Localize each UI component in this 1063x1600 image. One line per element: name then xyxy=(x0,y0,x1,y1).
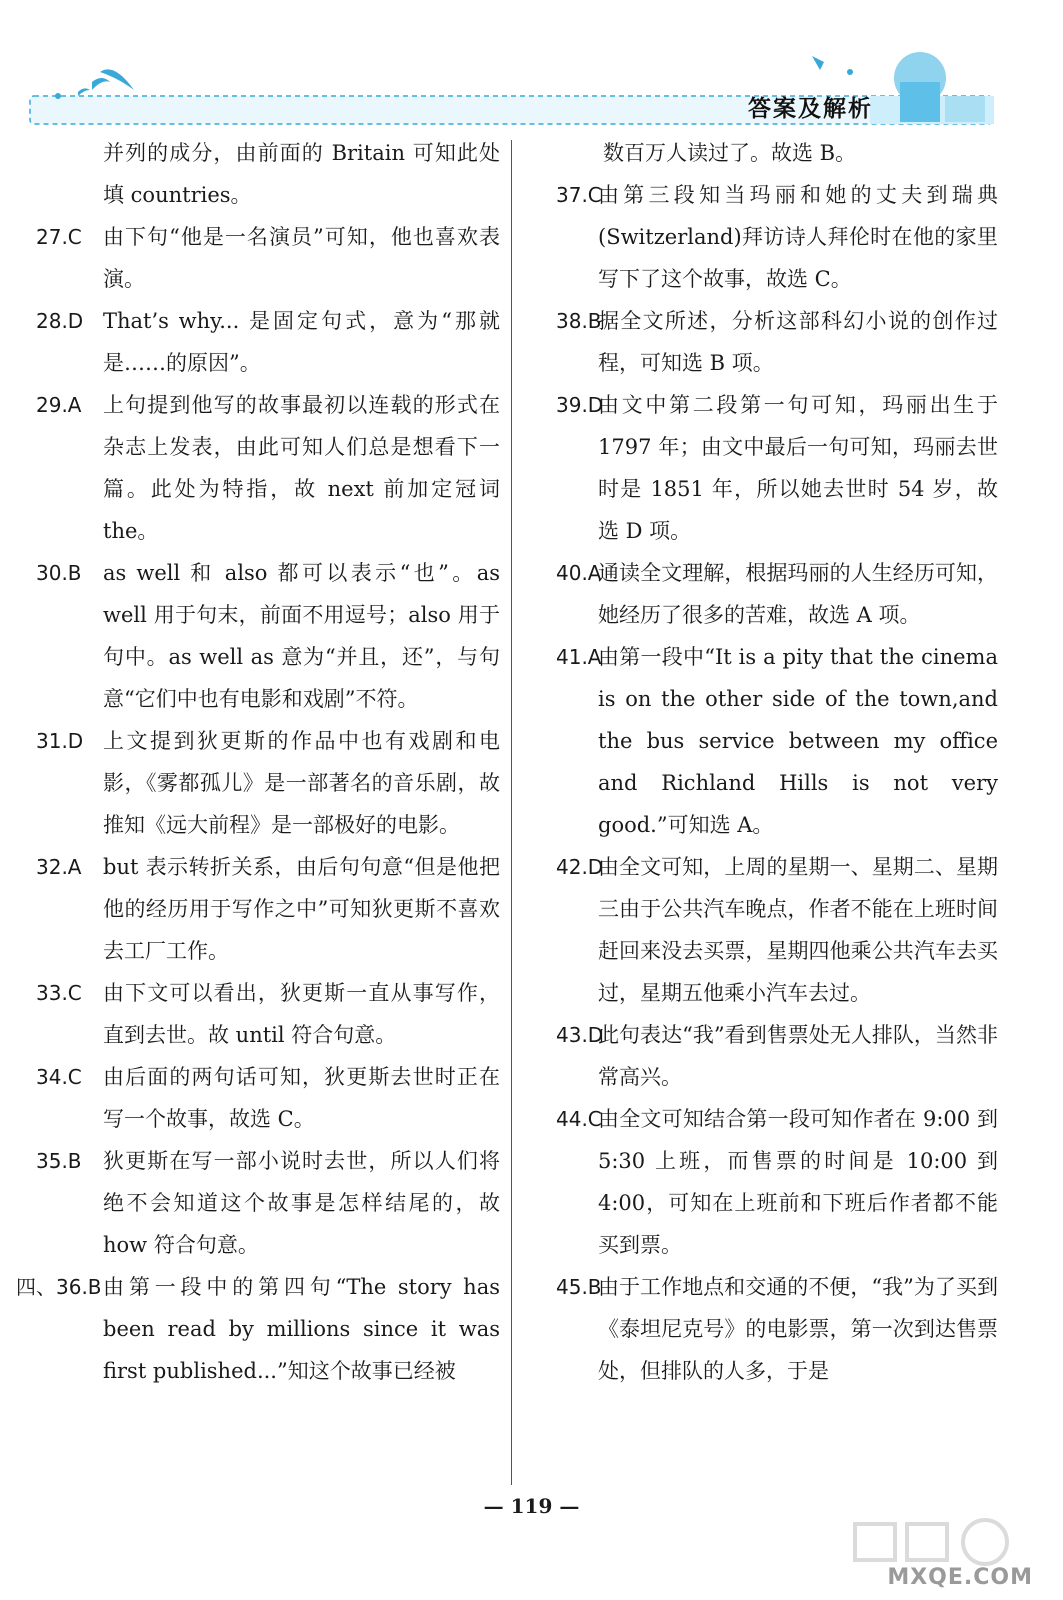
answer-text: 由第三段知当玛丽和她的丈夫到瑞典(Switzerland)拜访诗人拜伦时在他的家里写下了这个故事，故选 C。 xyxy=(598,183,998,291)
answer-item xyxy=(528,552,998,636)
answer-number: 35.B xyxy=(36,1149,82,1173)
answer-number: 44.C xyxy=(556,1107,602,1131)
answer-text: 由下句“他是一名演员”可知，他也喜欢表演。 xyxy=(103,225,500,291)
answer-item xyxy=(528,846,998,1014)
answer-number: 32.A xyxy=(36,855,82,879)
watermark-text: MXQE.COM xyxy=(887,1565,1033,1590)
answer-item xyxy=(28,552,500,720)
answer-number: 31.D xyxy=(36,729,84,753)
answer-number: 41.A xyxy=(556,645,602,669)
header-title: 答案及解析 xyxy=(748,96,873,122)
answer-text: but 表示转折关系，由后句句意“但是他把他的经历用于写作之中”可知狄更斯不喜欢去工厂工作。 xyxy=(103,855,500,963)
answer-number: 43.D xyxy=(556,1023,604,1047)
answer-item xyxy=(528,132,998,174)
column-divider xyxy=(511,140,512,1485)
answer-text: 由全文可知，上周的星期一、星期二、星期三由于公共汽车晚点，作者不能在上班时间赶回来没去买票，星期四他乘公共汽车去买过，星期五他乘小汽车去过。 xyxy=(598,855,998,1005)
answer-number: 40.A xyxy=(556,561,602,585)
answer-number: 34.C xyxy=(36,1065,82,1089)
answer-item xyxy=(528,1098,998,1266)
answer-text: 上句提到他写的故事最初以连载的形式在杂志上发表，由此可知人们总是想看下一篇。此处为特指，故 next 前加定冠词 the。 xyxy=(103,393,500,543)
answer-item xyxy=(28,1056,500,1140)
answer-item xyxy=(528,636,998,846)
answer-item xyxy=(528,174,998,300)
answer-text: 并列的成分，由前面的 Britain 可知此处填 countries。 xyxy=(103,141,500,207)
left-column xyxy=(16,132,500,1392)
answer-item xyxy=(528,1266,998,1392)
answer-text: 据全文所述，分析这部科幻小说的创作过程，可知选 B 项。 xyxy=(598,309,998,375)
answer-text: 狄更斯在写一部小说时去世，所以人们将绝不会知道这个故事是怎样结尾的，故 how 符合句意。 xyxy=(103,1149,500,1257)
answer-text: 上文提到狄更斯的作品中也有戏剧和电影，《雾都孤儿》是一部著名的音乐剧，故推知《远大前程》是一部极好的电影。 xyxy=(103,729,500,837)
answer-number: 29.A xyxy=(36,393,82,417)
answer-text: 由全文可知结合第一段可知作者在 9:00 到 5:30 上班，而售票的时间是 10:00 到 4:00，可知在上班前和下班后作者都不能买到票。 xyxy=(598,1107,998,1257)
answer-text: as well 和 also 都可以表示“也”。as well 用于句末，前面不用逗号；also 用于句中。as well as 意为“并且，还”，与句意“它们中也有电影和戏剧”不符。 xyxy=(103,561,500,711)
answer-number: 33.C xyxy=(36,981,82,1005)
header-decoration xyxy=(0,0,1063,140)
answer-item xyxy=(28,384,500,552)
answer-text: 通读全文理解，根据玛丽的人生经历可知，她经历了很多的苦难，故选 A 项。 xyxy=(598,561,998,627)
answer-text: 由后面的两句话可知，狄更斯去世时正在写一个故事，故选 C。 xyxy=(103,1065,500,1131)
answer-text: 由于工作地点和交通的不便，“我”为了买到《泰坦尼克号》的电影票，第一次到达售票处，但排队的人多，于是 xyxy=(598,1275,998,1383)
answer-number: 39.D xyxy=(556,393,604,417)
answer-number: 38.B xyxy=(556,309,602,333)
answer-number: 45.B xyxy=(556,1275,602,1299)
answer-item xyxy=(28,132,500,216)
answer-text: 由文中第二段第一句可知，玛丽出生于 1797 年；由文中最后一句可知，玛丽去世时是 1851 年，所以她去世时 54 岁，故选 D 项。 xyxy=(598,393,998,543)
answer-number: 30.B xyxy=(36,561,82,585)
answer-item xyxy=(528,384,998,552)
answer-item xyxy=(528,1014,998,1098)
page-header xyxy=(0,0,1063,140)
answer-number: 37.C xyxy=(556,183,602,207)
answer-item xyxy=(528,300,998,384)
answer-text: 由第一段中的第四句“The story has been read by millions since it was first published...”知这个故事已经被 xyxy=(103,1275,500,1383)
answer-item xyxy=(28,216,500,300)
answer-item xyxy=(28,972,500,1056)
answer-item xyxy=(28,300,500,384)
right-column xyxy=(528,132,998,1392)
bird-icon xyxy=(78,69,134,96)
answer-text: That’s why... 是固定句式，意为“那就是……的原因”。 xyxy=(103,309,500,375)
answer-text: 由下文可以看出，狄更斯一直从事写作，直到去世。故 until 符合句意。 xyxy=(103,981,500,1047)
answer-number: 四、36.B xyxy=(16,1275,102,1299)
answer-item xyxy=(8,1266,500,1392)
answer-text: 数百万人读过了。故选 B。 xyxy=(603,141,857,165)
answer-text: 此句表达“我”看到售票处无人排队，当然非常高兴。 xyxy=(598,1023,998,1089)
answer-item xyxy=(28,720,500,846)
answer-item xyxy=(28,846,500,972)
answer-number: 28.D xyxy=(36,309,84,333)
page-number: — 119 — xyxy=(483,1494,580,1518)
answer-number: 27.C xyxy=(36,225,82,249)
answer-item xyxy=(28,1140,500,1266)
answer-number: 42.D xyxy=(556,855,604,879)
answer-text: 由第一段中“It is a pity that the cinema is on the other side of the town,and the bus service between my office and Richland Hills is not very good.”可知选 A。 xyxy=(598,645,998,837)
